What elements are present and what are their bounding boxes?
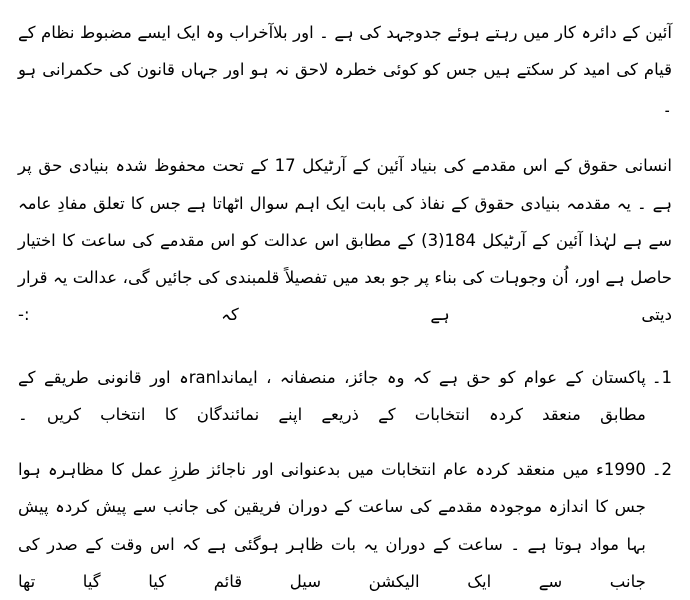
paragraph-1: آئین کے دائرہ کار میں رہتے ہوئے جدوجہد کی ہے ۔ اور بلاآخراب وہ ایک ایسے مضبوط نظام کے قیام کی امید کر سکتے ہیں جس کو کوئی خطرہ لاحق نہ ہو اور جہاں قانون کی حکمرانی ہو ۔ [18,23,672,117]
list-item-text: 1990ء میں منعقد کردہ عام انتخابات میں بدعنوانی اور ناجائز طرزِ عمل کا مظاہرہ ہوا جس کا اندازہ موجودہ مقدمے کی ساعت کے دوران فریقین کی جانب سے پیش کردہ پیش بہا مواد ہوتا ہے ۔ ساعت کے دوران یہ بات ظاہر ہوگئی ہے کہ اس وقت کے صدر کی جانب سے ایک الیکشن سیل قائم کیا گیا تھا [18,460,646,591]
list-item [18,359,672,433]
list-item-marker: 1۔ [651,368,672,387]
paragraph-2: انسانی حقوق کے اس مقدمے کی بنیاد آئین کے آرٹیکل 17 کے تحت محفوظ شدہ بنیادی حق پر ہے ۔ یہ مقدمہ بنیادی حقوق کے نفاذ کی بابت ایک اہم سوال اٹھاتا ہے جس کا تعلق مفادِ عامہ سے ہے لہٰذا آئین کے آرٹیکل 184(3) کے مطابق اس عدالت کو اس مقدمے کی ساعت کا اختیار حاصل ہے اور، اُن وجوہات کی بناء پر جو بعد میں تفصیلاً قلمبندی کی جائیں گی، عدالت یہ قرار دیتی ہے کہ :- [18,156,673,324]
list-item-text: پاکستان کے عوام کو حق ہے کہ وہ جائز، منصفانہ ، ایمانداranہ اور قانونی طریقے کے مطابق منعقد کردہ انتخابات کے ذریعے اپنے نمائندگان کا انتخاب کریں ۔ [18,368,646,425]
list-item-marker: 2۔ [651,460,672,480]
list-item [18,451,672,600]
